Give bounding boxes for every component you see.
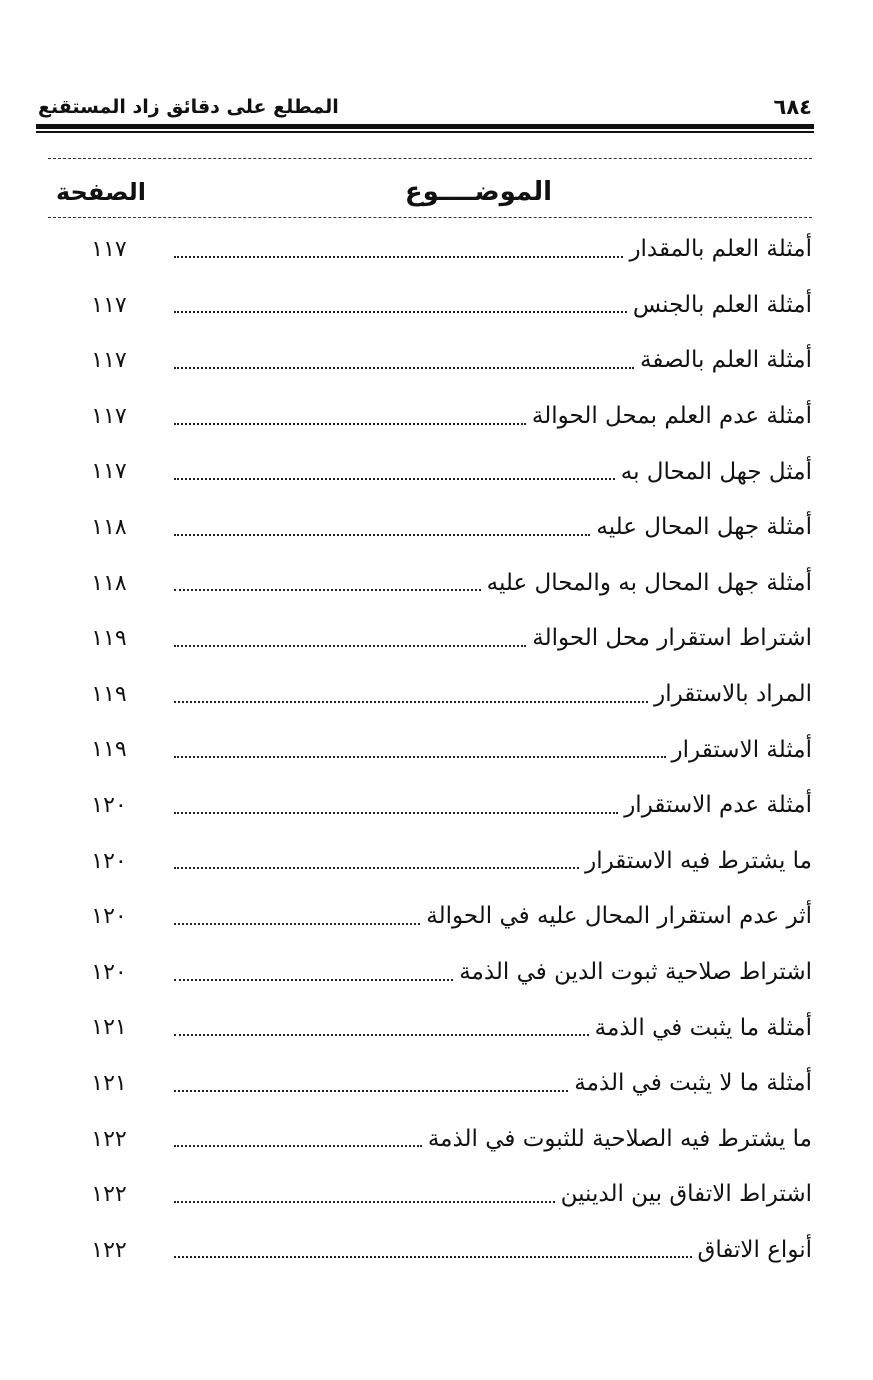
dot-leader [174,423,526,425]
entry-page-number: ١١٧ [91,237,127,262]
entry-title: اشتراط صلاحية ثبوت الدين في الذمة [459,959,812,986]
toc-entry [48,500,812,556]
entry-page-number: ١٢٠ [91,959,127,985]
dashed-divider-bottom [48,217,812,218]
entry-page-number: ١٢٠ [91,848,127,874]
entry-title: أمثلة العلم بالصفة [640,347,812,374]
column-headers [48,170,812,214]
entry-page-number: ١١٨ [91,570,127,596]
entry-page-number: ١١٩ [91,737,127,763]
dot-leader [174,923,420,925]
dot-leader [174,756,666,758]
dot-leader [174,478,615,480]
entry-title: ما يشترط فيه الصلاحية للثبوت في الذمة [427,1125,812,1152]
entry-page-number: ١٢٢ [91,1126,127,1152]
page-column-heading: الصفحة [56,178,147,206]
dot-leader [174,534,590,536]
entry-title: أمثلة العلم بالمقدار [629,236,812,263]
dot-leader [174,311,627,313]
header-rule-thick [36,124,814,129]
dot-leader [174,812,618,814]
entry-title: أمثلة ما لا يثبت في الذمة [574,1070,812,1097]
dot-leader [174,1256,692,1258]
entry-title: أمثل جهل المحال به [620,458,812,485]
page-number: ٦٨٤ [773,95,812,119]
toc-entry [48,333,812,389]
entry-title: أمثلة جهل المحال عليه [596,514,812,541]
toc-entry [48,1000,812,1056]
entry-title: أمثلة جهل المحال به والمحال عليه [486,569,812,596]
dashed-divider-top [48,158,812,159]
dot-leader [174,1034,589,1036]
dot-leader [174,645,526,647]
entry-title: أمثلة الاستقرار [671,736,812,763]
entry-page-number: ١١٧ [91,403,127,429]
entry-page-number: ١٢١ [91,1070,127,1096]
entry-page-number: ١٢٠ [91,792,127,818]
toc-entry [48,611,812,667]
entry-title: أمثلة عدم الاستقرار [624,792,812,819]
toc-entry [48,722,812,778]
toc-entry [48,1112,812,1168]
entry-page-number: ١١٨ [91,514,127,540]
toc-entry [48,778,812,834]
toc-entry [48,444,812,500]
entry-page-number: ١١٩ [91,626,127,652]
dot-leader [174,256,623,258]
toc-entries [48,222,812,1278]
toc-entry [48,1223,812,1279]
toc-entry [48,389,812,445]
toc-entry [48,834,812,890]
entry-page-number: ١١٧ [91,348,127,374]
dot-leader [174,589,481,591]
toc-entry [48,278,812,334]
entry-title: اشتراط استقرار محل الحوالة [532,625,812,652]
toc-entry [48,556,812,612]
dot-leader [174,701,648,703]
book-title: المطلع على دقائق زاد المستقنع [38,96,339,118]
running-header [38,92,812,122]
entry-page-number: ١٢٠ [91,904,127,930]
toc-entry [48,945,812,1001]
entry-title: اشتراط الاتفاق بين الدينين [560,1181,812,1208]
toc-entry [48,222,812,278]
dot-leader [174,1201,555,1203]
toc-entry [48,1167,812,1223]
entry-title: أنواع الاتفاق [697,1236,812,1263]
dot-leader [174,867,579,869]
entry-title: المراد بالاستقرار [654,681,812,708]
dot-leader [174,367,634,369]
entry-title: أمثلة عدم العلم بمحل الحوالة [531,403,812,430]
entry-page-number: ١٢١ [91,1015,127,1041]
entry-page-number: ١١٩ [91,681,127,707]
dot-leader [174,1090,568,1092]
entry-title: أمثلة ما يثبت في الذمة [594,1014,812,1041]
entry-page-number: ١١٧ [91,292,127,318]
entry-title: أمثلة العلم بالجنس [632,291,812,318]
topic-column-heading: الموضــــوع [404,177,552,207]
entry-page-number: ١٢٢ [91,1237,127,1263]
entry-title: أثر عدم استقرار المحال عليه في الحوالة [426,903,812,930]
entry-page-number: ١٢٢ [91,1182,127,1208]
entry-title: ما يشترط فيه الاستقرار [585,847,812,874]
toc-entry [48,667,812,723]
toc-entry [48,1056,812,1112]
entry-page-number: ١١٧ [91,459,127,485]
dot-leader [174,979,453,981]
toc-entry [48,889,812,945]
header-rule-thin [36,131,814,133]
dot-leader [174,1145,422,1147]
